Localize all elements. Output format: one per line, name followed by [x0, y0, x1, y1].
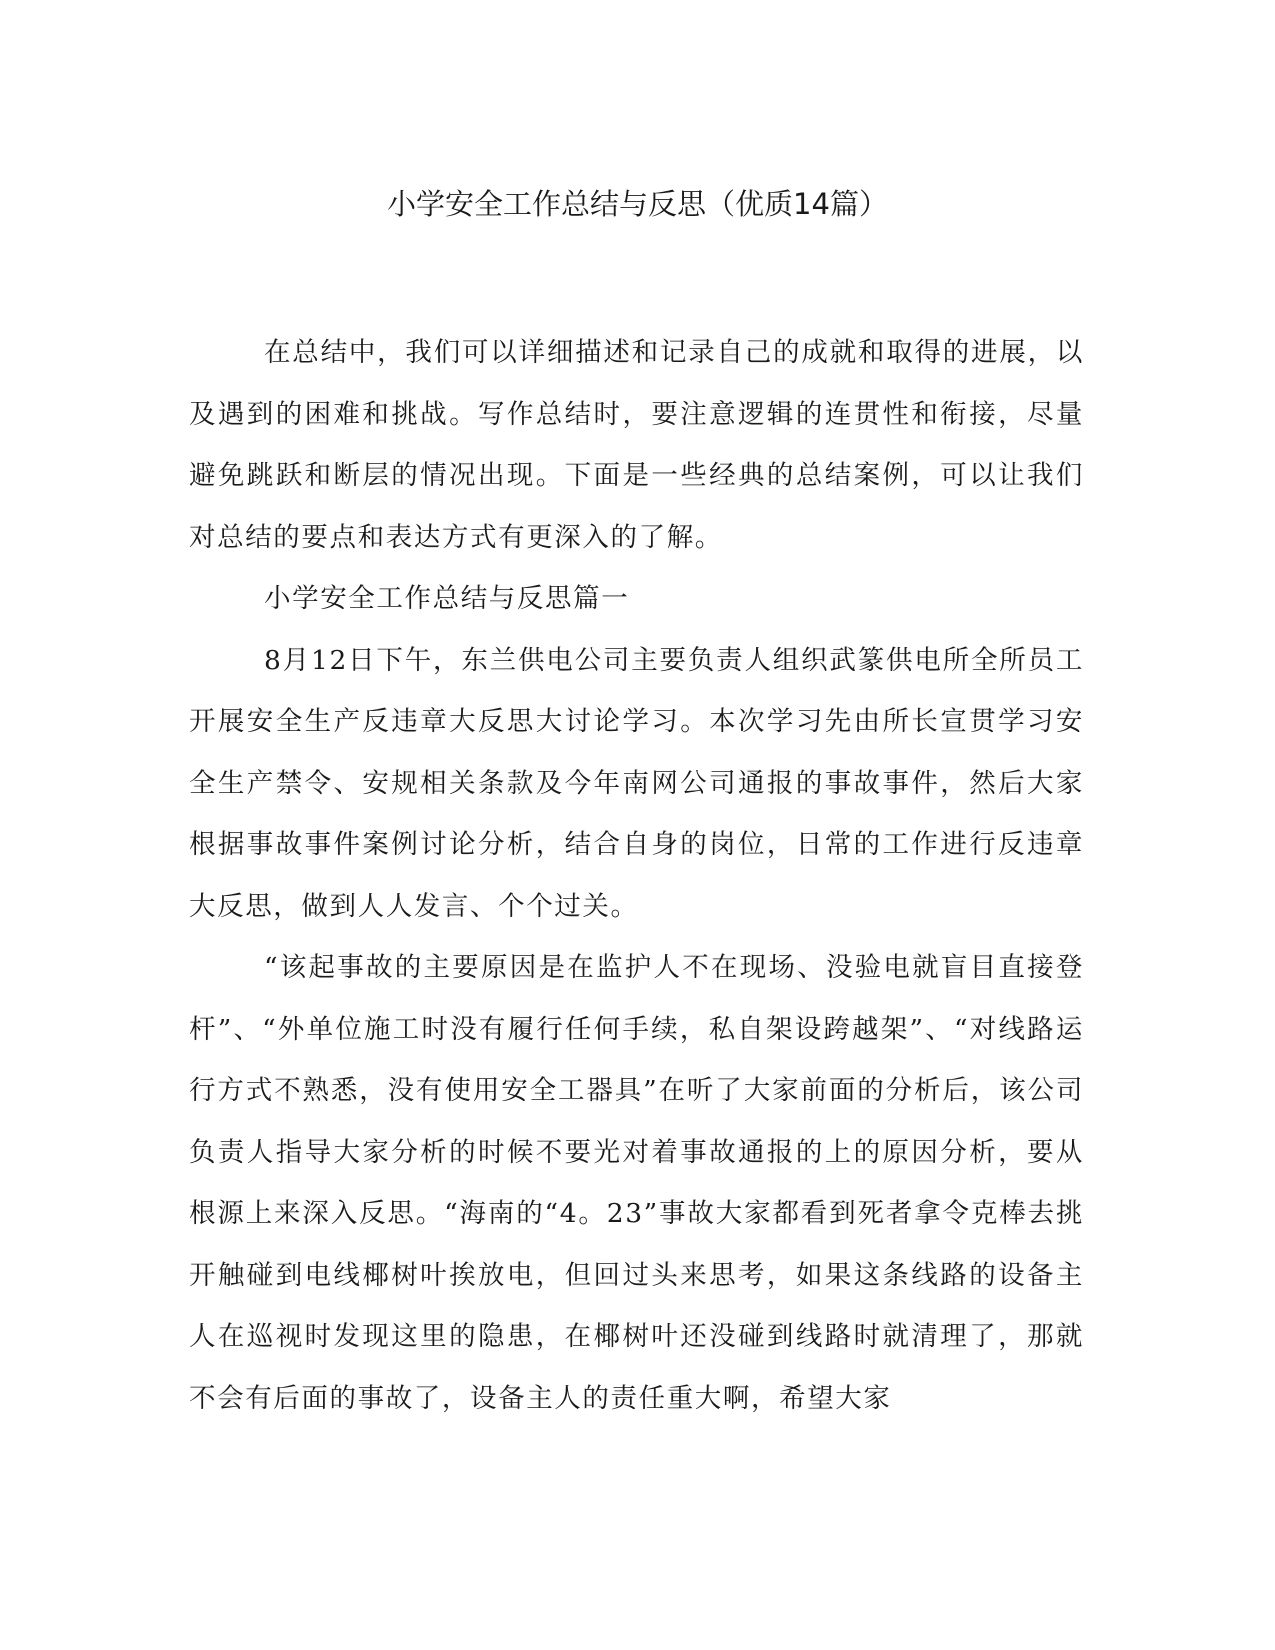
document-body: [189, 322, 1084, 1429]
document-title: 小学安全工作总结与反思（优质14篇）: [387, 187, 888, 221]
body-paragraph: “该起事故的主要原因是在监护人不在现场、没验电就盲目直接登杆”、“外单位施工时没有履行任何手续，私自架设跨越架”、“对线路运行方式不熟悉，没有使用安全工器具”在听了大家前面的分析后，该公司负责人指导大家分析的时候不要光对着事故通报的上的原因分析，要从根源上来深入反思。“海南的“4。23”事故大家都看到死者拿令克棒去挑开触碰到电线椰树叶挨放电，但回过头来思考，如果这条线路的设备主人在巡视时发现这里的隐患，在椰树叶还没碰到线路时就清理了，那就不会有后面的事故了，设备主人的责任重大啊，希望大家: [189, 952, 1084, 1414]
body-paragraph: 8月12日下午，东兰供电公司主要负责人组织武篆供电所全所员工开展安全生产反违章大反思大讨论学习。本次学习先由所长宣贯学习安全生产禁令、安规相关条款及今年南网公司通报的事故事件，然后大家根据事故事件案例讨论分析，结合自身的岗位，日常的工作进行反违章大反思，做到人人发言、个个过关。: [189, 644, 1084, 922]
intro-paragraph: 在总结中，我们可以详细描述和记录自己的成就和取得的进展，以及遇到的困难和挑战。写作总结时，要注意逻辑的连贯性和衔接，尽量避免跳跃和断层的情况出现。下面是一些经典的总结案例，可以让我们对总结的要点和表达方式有更深入的了解。: [189, 337, 1084, 553]
section-heading: 小学安全工作总结与反思篇一: [264, 583, 630, 614]
